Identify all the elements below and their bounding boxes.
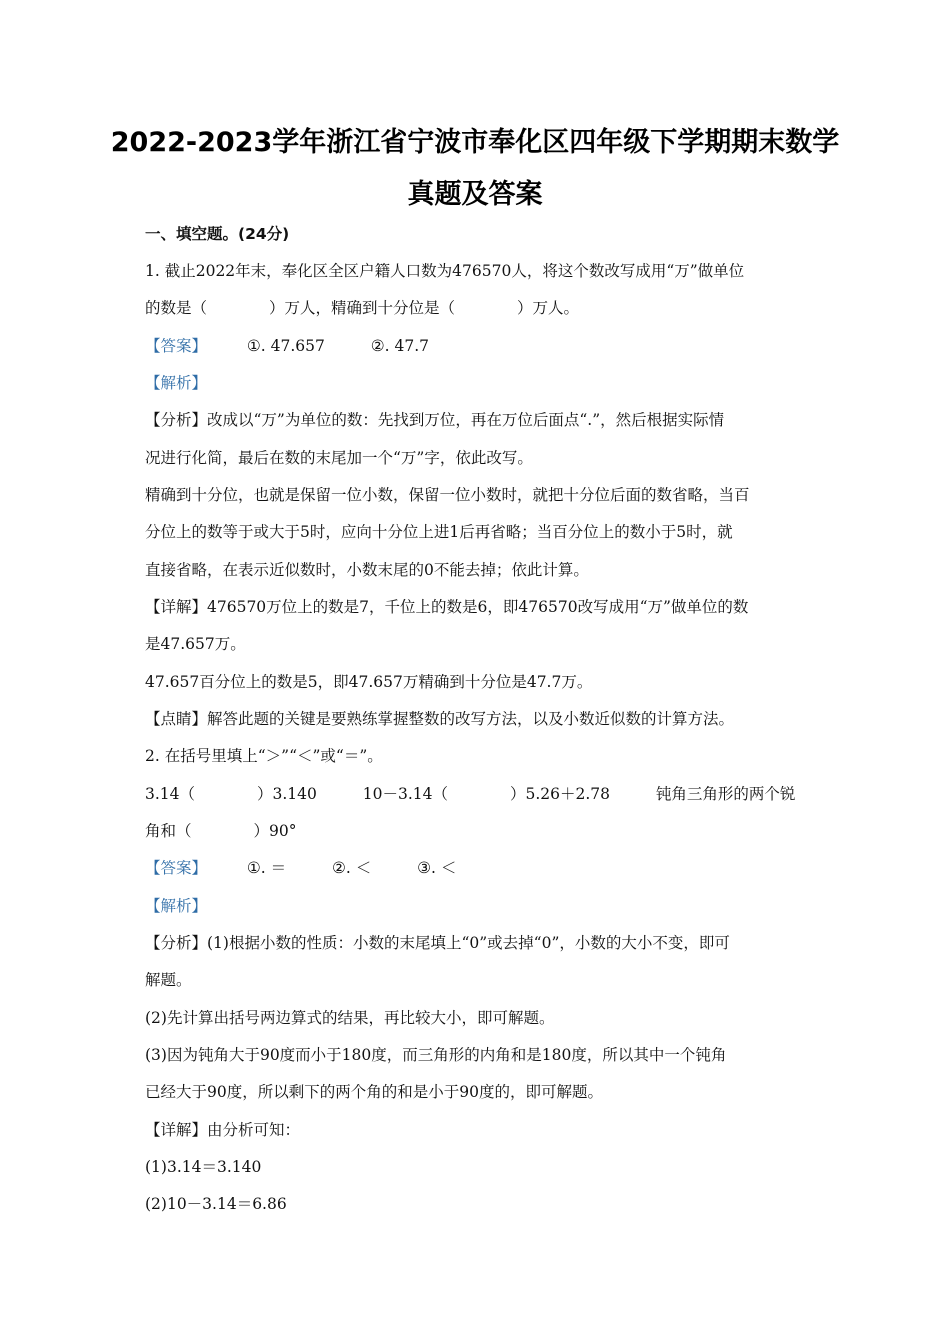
q1-fenxi-1: 【分析】改成以“万”为单位的数：先找到万位，再在万位后面点“.”，然后根据实际情 [145,411,725,429]
q2-xiangjie-3: (2)10－3.14＝6.86 [145,1195,287,1213]
q1-xiangjie-1: 【详解】476570万位上的数是7，千位上的数是6，即476570改写成用“万”做单位的数 [145,598,749,616]
q1-fenxi-3: 精确到十分位，也就是保留一位小数，保留一位小数时，就把十分位后面的数省略，当百 [145,486,750,504]
q2-answer [145,858,456,878]
q2-line-2 [145,784,795,804]
q2-item-a: 3.14（ ）3.140 [145,785,317,803]
q2-fenxi-3: (2)先计算出括号两边算式的结果，再比较大小，即可解题。 [145,1009,555,1027]
q1-fenxi-5: 直接省略，在表示近似数时，小数末尾的0不能去掉；依此计算。 [145,561,589,579]
q1-dianjing: 【点睛】解答此题的关键是要熟练掌握整数的改写方法，以及小数近似数的计算方法。 [145,710,735,728]
q1-xiangjie-2: 是47.657万。 [145,635,246,653]
q1-xiangjie-3: 47.657百分位上的数是5，即47.657万精确到十分位是47.7万。 [145,673,593,691]
q1-analysis-label: 【解析】 [145,374,208,392]
q2-fenxi-4: (3)因为钝角大于90度而小于180度，而三角形的内角和是180度，所以其中一个钝角 [145,1046,727,1064]
answer-label: 【答案】 [145,337,208,355]
document-title-line-2: 真题及答案 [407,179,543,210]
section-heading: 一、填空题。(24分) [145,225,290,243]
q1-fenxi-4: 分位上的数等于或大于5时，应向十分位上进1后再省略；当百分位上的数小于5时，就 [145,523,733,541]
q2-item-c: 钝角三角形的两个锐 [655,785,796,803]
q2-fenxi-2: 解题。 [145,971,192,989]
q2-line-1: 2. 在括号里填上“＞”“＜”或“＝”。 [145,747,383,765]
q2-xiangjie-2: (1)3.14＝3.140 [145,1158,262,1176]
q2-item-b: 10－3.14（ ）5.26＋2.78 [362,785,611,803]
q1-line-1: 1. 截止2022年末，奉化区全区户籍人口数为476570人，将这个数改写成用“万”做单位 [145,262,745,280]
q2-fenxi-5: 已经大于90度，所以剩下的两个角的和是小于90度的，即可解题。 [145,1083,603,1101]
q2-xiangjie-1: 【详解】由分析可知： [145,1121,301,1139]
q2-line-3: 角和（ ）90° [145,822,297,840]
q1-fenxi-2: 况进行化简，最后在数的末尾加一个“万”字，依此改写。 [145,449,533,467]
q1-answer [145,336,429,356]
q2-answer-3: ③. ＜ [417,859,457,877]
q2-fenxi-1: 【分析】(1)根据小数的性质：小数的末尾填上“0”或去掉“0”，小数的大小不变，即可 [145,934,730,952]
q1-answer-2: ②. 47.7 [370,337,430,355]
document-title-line-1: 2022-2023学年浙江省宁波市奉化区四年级下学期期末数学 [110,127,840,158]
q2-answer-1: ①. ＝ [246,859,287,877]
answer-label: 【答案】 [145,859,208,877]
q2-answer-2: ②. ＜ [332,859,372,877]
q1-line-2: 的数是（ ）万人，精确到十分位是（ ）万人。 [145,299,580,317]
q2-analysis-label: 【解析】 [145,897,208,915]
q1-answer-1: ①. 47.657 [246,337,325,355]
